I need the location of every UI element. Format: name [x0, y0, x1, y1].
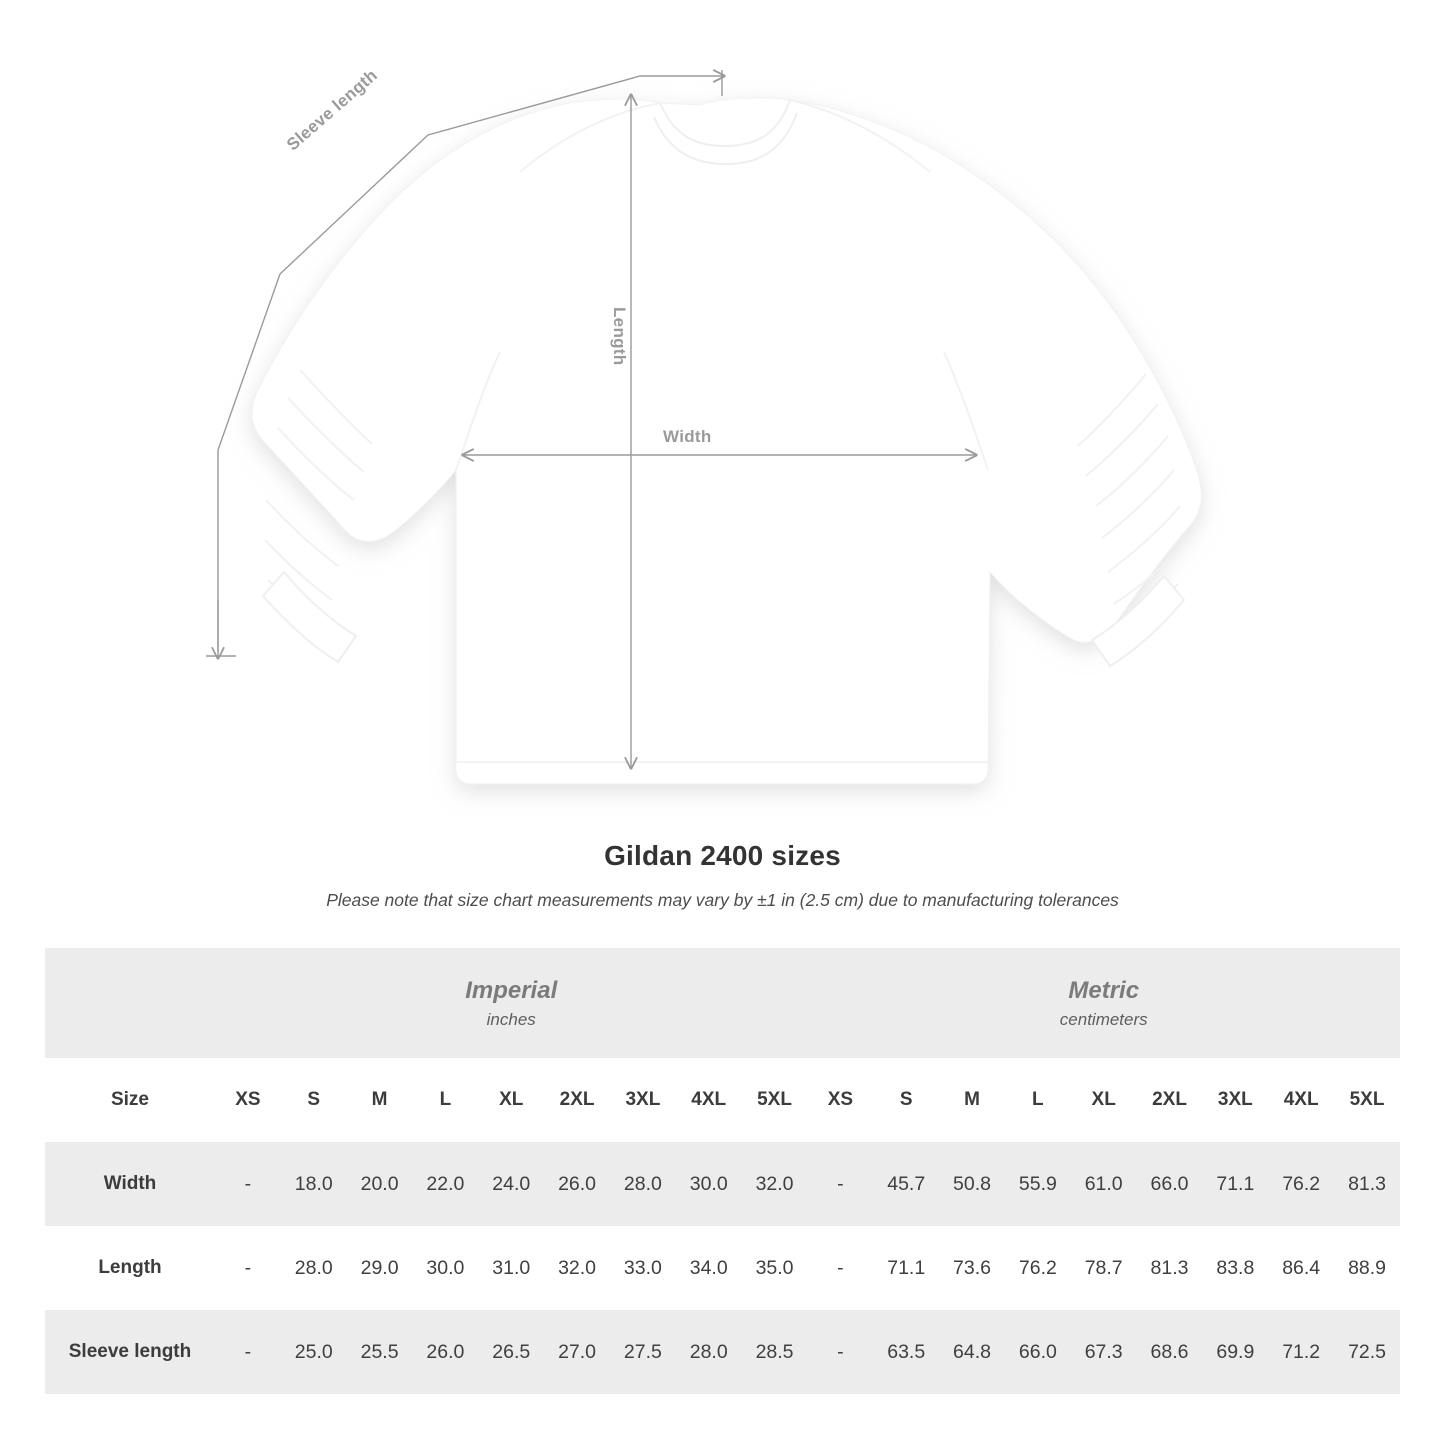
cell-width-imp-3xl: 28.0 — [610, 1142, 676, 1226]
metric-name: Metric — [1068, 977, 1140, 1004]
col-header-imp-m: M — [347, 1058, 413, 1142]
col-header-imp-2xl: 2XL — [544, 1058, 610, 1142]
col-header-imp-4xl: 4XL — [676, 1058, 742, 1142]
left-cuff — [263, 572, 356, 662]
cell-width-imp-xl: 24.0 — [478, 1142, 544, 1226]
row-label-sleeve-length: Sleeve length — [45, 1310, 215, 1394]
cell-width-met-4xl: 76.2 — [1268, 1142, 1334, 1226]
cell-length-met-l: 76.2 — [1005, 1226, 1071, 1310]
row-label-width: Width — [45, 1142, 215, 1226]
col-header-imp-xs: XS — [215, 1058, 281, 1142]
col-header-met-xs: XS — [807, 1058, 873, 1142]
cell-length-imp-5xl: 35.0 — [742, 1226, 808, 1310]
metric-unit: centimeters — [1059, 1010, 1148, 1029]
cell-length-imp-xl: 31.0 — [478, 1226, 544, 1310]
cell-width-imp-2xl: 26.0 — [544, 1142, 610, 1226]
cell-length-met-4xl: 86.4 — [1268, 1226, 1334, 1310]
size-table-container — [45, 948, 1400, 1394]
cell-sleeve-met-m: 64.8 — [939, 1310, 1005, 1394]
col-header-imp-xl: XL — [478, 1058, 544, 1142]
col-header-met-xl: XL — [1071, 1058, 1137, 1142]
cell-width-met-2xl: 66.0 — [1137, 1142, 1203, 1226]
col-header-imp-s: S — [281, 1058, 347, 1142]
cell-width-imp-s: 18.0 — [281, 1142, 347, 1226]
sleeve-length-dimension-label: Sleeve length — [283, 65, 382, 155]
cell-length-met-xs: - — [807, 1226, 873, 1310]
cell-sleeve-met-xs: - — [807, 1310, 873, 1394]
cell-length-met-3xl: 83.8 — [1202, 1226, 1268, 1310]
tolerance-note: Please note that size chart measurements may vary by ±1 in (2.5 cm) due to manufacturing tolerances — [326, 890, 1119, 910]
col-header-met-3xl: 3XL — [1202, 1058, 1268, 1142]
length-dimension-label: Length — [610, 307, 629, 366]
cell-sleeve-imp-xs: - — [215, 1310, 281, 1394]
cell-sleeve-met-3xl: 69.9 — [1202, 1310, 1268, 1394]
table-row — [45, 1310, 1400, 1394]
cell-length-met-2xl: 81.3 — [1137, 1226, 1203, 1310]
system-header-spacer — [45, 948, 215, 1058]
system-header-metric — [807, 948, 1400, 1058]
table-row — [45, 1142, 1400, 1226]
cell-sleeve-met-s: 63.5 — [873, 1310, 939, 1394]
col-header-met-l: L — [1005, 1058, 1071, 1142]
cell-length-imp-s: 28.0 — [281, 1226, 347, 1310]
col-header-imp-l: L — [412, 1058, 478, 1142]
size-header-row — [45, 1058, 1400, 1142]
cell-width-imp-4xl: 30.0 — [676, 1142, 742, 1226]
cell-width-imp-5xl: 32.0 — [742, 1142, 808, 1226]
width-dimension-label: Width — [663, 427, 712, 446]
cell-sleeve-imp-2xl: 27.0 — [544, 1310, 610, 1394]
cell-length-imp-2xl: 32.0 — [544, 1226, 610, 1310]
shirt-shape — [252, 98, 1202, 784]
cell-length-imp-3xl: 33.0 — [610, 1226, 676, 1310]
cell-width-imp-xs: - — [215, 1142, 281, 1226]
cell-length-imp-l: 30.0 — [412, 1226, 478, 1310]
col-header-imp-3xl: 3XL — [610, 1058, 676, 1142]
imperial-unit: inches — [486, 1010, 536, 1029]
cell-length-met-s: 71.1 — [873, 1226, 939, 1310]
cell-sleeve-met-l: 66.0 — [1005, 1310, 1071, 1394]
cell-width-met-l: 55.9 — [1005, 1142, 1071, 1226]
cell-length-met-m: 73.6 — [939, 1226, 1005, 1310]
cell-sleeve-met-2xl: 68.6 — [1137, 1310, 1203, 1394]
cell-length-imp-4xl: 34.0 — [676, 1226, 742, 1310]
cell-width-met-m: 50.8 — [939, 1142, 1005, 1226]
cell-length-met-5xl: 88.9 — [1334, 1226, 1400, 1310]
page-title: Gildan 2400 sizes — [604, 840, 841, 871]
cell-sleeve-imp-5xl: 28.5 — [742, 1310, 808, 1394]
cell-width-met-5xl: 81.3 — [1334, 1142, 1400, 1226]
cell-width-imp-m: 20.0 — [347, 1142, 413, 1226]
cell-sleeve-met-5xl: 72.5 — [1334, 1310, 1400, 1394]
cell-sleeve-imp-s: 25.0 — [281, 1310, 347, 1394]
imperial-name: Imperial — [465, 977, 558, 1004]
cell-width-met-xl: 61.0 — [1071, 1142, 1137, 1226]
cell-width-met-3xl: 71.1 — [1202, 1142, 1268, 1226]
cell-sleeve-imp-4xl: 28.0 — [676, 1310, 742, 1394]
col-header-imp-5xl: 5XL — [742, 1058, 808, 1142]
col-header-met-4xl: 4XL — [1268, 1058, 1334, 1142]
size-chart-table — [45, 948, 1400, 1394]
cell-sleeve-imp-3xl: 27.5 — [610, 1310, 676, 1394]
cell-sleeve-met-xl: 67.3 — [1071, 1310, 1137, 1394]
cell-width-met-s: 45.7 — [873, 1142, 939, 1226]
cell-sleeve-met-4xl: 71.2 — [1268, 1310, 1334, 1394]
size-label-cell: Size — [45, 1058, 215, 1142]
cell-length-imp-m: 29.0 — [347, 1226, 413, 1310]
cell-length-imp-xs: - — [215, 1226, 281, 1310]
col-header-met-s: S — [873, 1058, 939, 1142]
col-header-met-m: M — [939, 1058, 1005, 1142]
cell-width-imp-l: 22.0 — [412, 1142, 478, 1226]
cell-sleeve-imp-l: 26.0 — [412, 1310, 478, 1394]
cell-sleeve-imp-m: 25.5 — [347, 1310, 413, 1394]
cell-length-met-xl: 78.7 — [1071, 1226, 1137, 1310]
title-block — [0, 840, 1445, 911]
system-header-imperial — [215, 948, 807, 1058]
system-header-row — [45, 948, 1400, 1058]
table-row — [45, 1226, 1400, 1310]
cell-sleeve-imp-xl: 26.5 — [478, 1310, 544, 1394]
col-header-met-5xl: 5XL — [1334, 1058, 1400, 1142]
cell-width-met-xs: - — [807, 1142, 873, 1226]
row-label-length: Length — [45, 1226, 215, 1310]
col-header-met-2xl: 2XL — [1137, 1058, 1203, 1142]
